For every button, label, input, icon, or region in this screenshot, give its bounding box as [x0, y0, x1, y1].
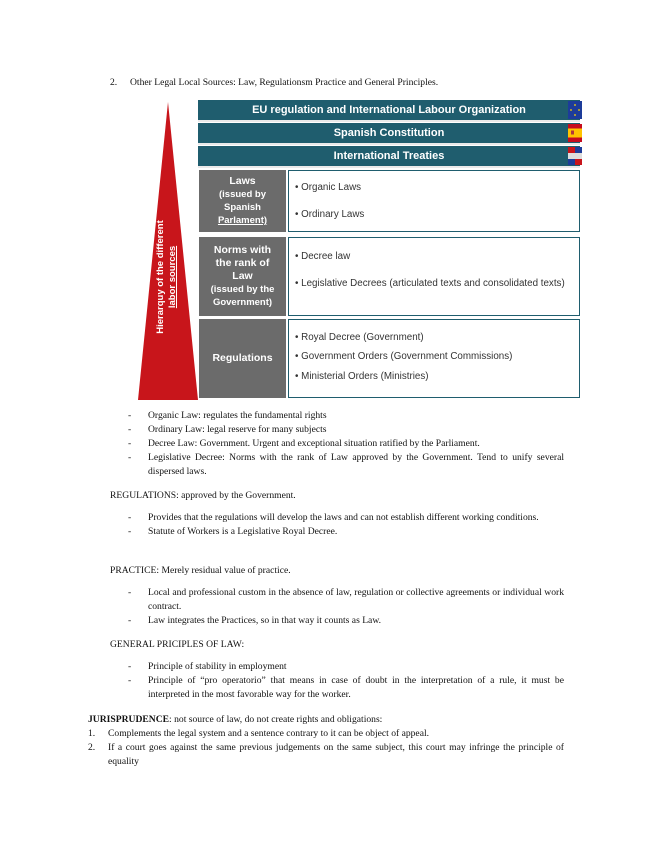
regulations-item: • Ministerial Orders (Ministries) — [295, 371, 429, 382]
jurisprudence-text: : not source of law, do not create rights and obligations: — [169, 714, 383, 725]
practice-heading: PRACTICE: Merely residual value of practice. — [110, 565, 291, 576]
list-item: - Decree Law: Government. Urgent and exceptional situation ratified by the Parliament. — [128, 438, 480, 449]
norms-category — [199, 237, 286, 316]
laws-note-line: Spanish — [224, 202, 261, 213]
jurisprudence-list — [88, 727, 564, 769]
triangle-label-line2: labor sources — [167, 245, 178, 309]
bar-eu-ilo: EU regulation and International Labour Organization — [198, 100, 580, 122]
norms-item: • Decree law — [295, 251, 351, 262]
principles-heading: GENERAL PRICIPLES OF LAW: — [110, 639, 245, 650]
norms-title-line: Law — [232, 270, 253, 282]
regulations-list — [128, 511, 564, 539]
regulations-item: • Government Orders (Government Commissions) — [295, 351, 513, 362]
list-item: 1. Complements the legal system and a sentence contrary to it can be object of appeal. — [88, 728, 430, 739]
list-item: - Ordinary Law: legal reserve for many subjects — [128, 424, 327, 435]
triangle-label — [155, 207, 185, 347]
laws-item: • Ordinary Laws — [295, 209, 365, 220]
list-item: - Local and professional custom in the absence of law, regulation or collective agreements or individual work contract. — [128, 587, 564, 612]
treaties-flags-icon — [568, 147, 582, 165]
list-item: - Legislative Decree: Norms with the rank of Law approved by the Government. Tend to unify several dispersed laws. — [128, 452, 564, 477]
list-item: - Principle of “pro operatorio” that means in case of doubt in the interpretation of a rule, it must be interpreted in the most favorable way for the worker. — [128, 675, 564, 700]
heading-number: 2. — [110, 77, 118, 88]
list-item: - Law integrates the Practices, so in that way it counts as Law. — [128, 615, 382, 626]
norms-note-line: Government) — [212, 297, 273, 308]
norms-note-line: (issued by the — [210, 284, 275, 295]
jurisprudence-label: JURISPRUDENCE — [88, 714, 170, 725]
laws-note-line: Parlament) — [217, 215, 268, 226]
regulations-category — [199, 319, 286, 398]
norms-title-line: the rank of — [215, 257, 270, 269]
list-item: - Provides that the regulations will develop the laws and can not establish different working conditions. — [128, 512, 539, 523]
laws-list — [128, 409, 564, 479]
eu-flag-icon — [568, 101, 582, 119]
norms-box — [288, 237, 580, 316]
laws-note-line: (issued by — [219, 189, 266, 200]
norms-title-line: Norms with — [213, 244, 272, 256]
list-item: - Statute of Workers is a Legislative Royal Decree. — [128, 526, 338, 537]
laws-item: • Organic Laws — [295, 182, 362, 193]
practice-list — [128, 586, 564, 628]
bar-international-treaties: International Treaties — [198, 146, 580, 168]
spain-flag-icon — [568, 124, 582, 142]
laws-category — [199, 170, 286, 232]
heading-text: Other Legal Local Sources: Law, Regulationsm Practice and General Principles. — [130, 77, 439, 88]
list-item: - Principle of stability in employment — [128, 661, 287, 672]
jurisprudence-heading — [88, 713, 382, 727]
hierarchy-diagram — [0, 0, 655, 410]
list-item: - Organic Law: regulates the fundamental rights — [128, 410, 327, 421]
regulations-heading: REGULATIONS: approved by the Government. — [110, 490, 296, 501]
laws-box — [288, 170, 580, 232]
norms-item: • Legislative Decrees (articulated texts and consolidated texts) — [295, 278, 565, 289]
regulations-title: Regulations — [212, 352, 273, 364]
regulations-box — [288, 319, 580, 398]
principles-list — [128, 660, 564, 702]
list-item: 2. If a court goes against the same previous judgements on the same subject, this court may infringe the principle of equality — [88, 742, 564, 767]
regulations-item: • Royal Decree (Government) — [295, 332, 424, 343]
laws-title: Laws — [229, 175, 256, 187]
bar-spanish-constitution: Spanish Constitution — [198, 123, 580, 145]
triangle-label-line1: Hierarquy of the different — [155, 220, 166, 334]
